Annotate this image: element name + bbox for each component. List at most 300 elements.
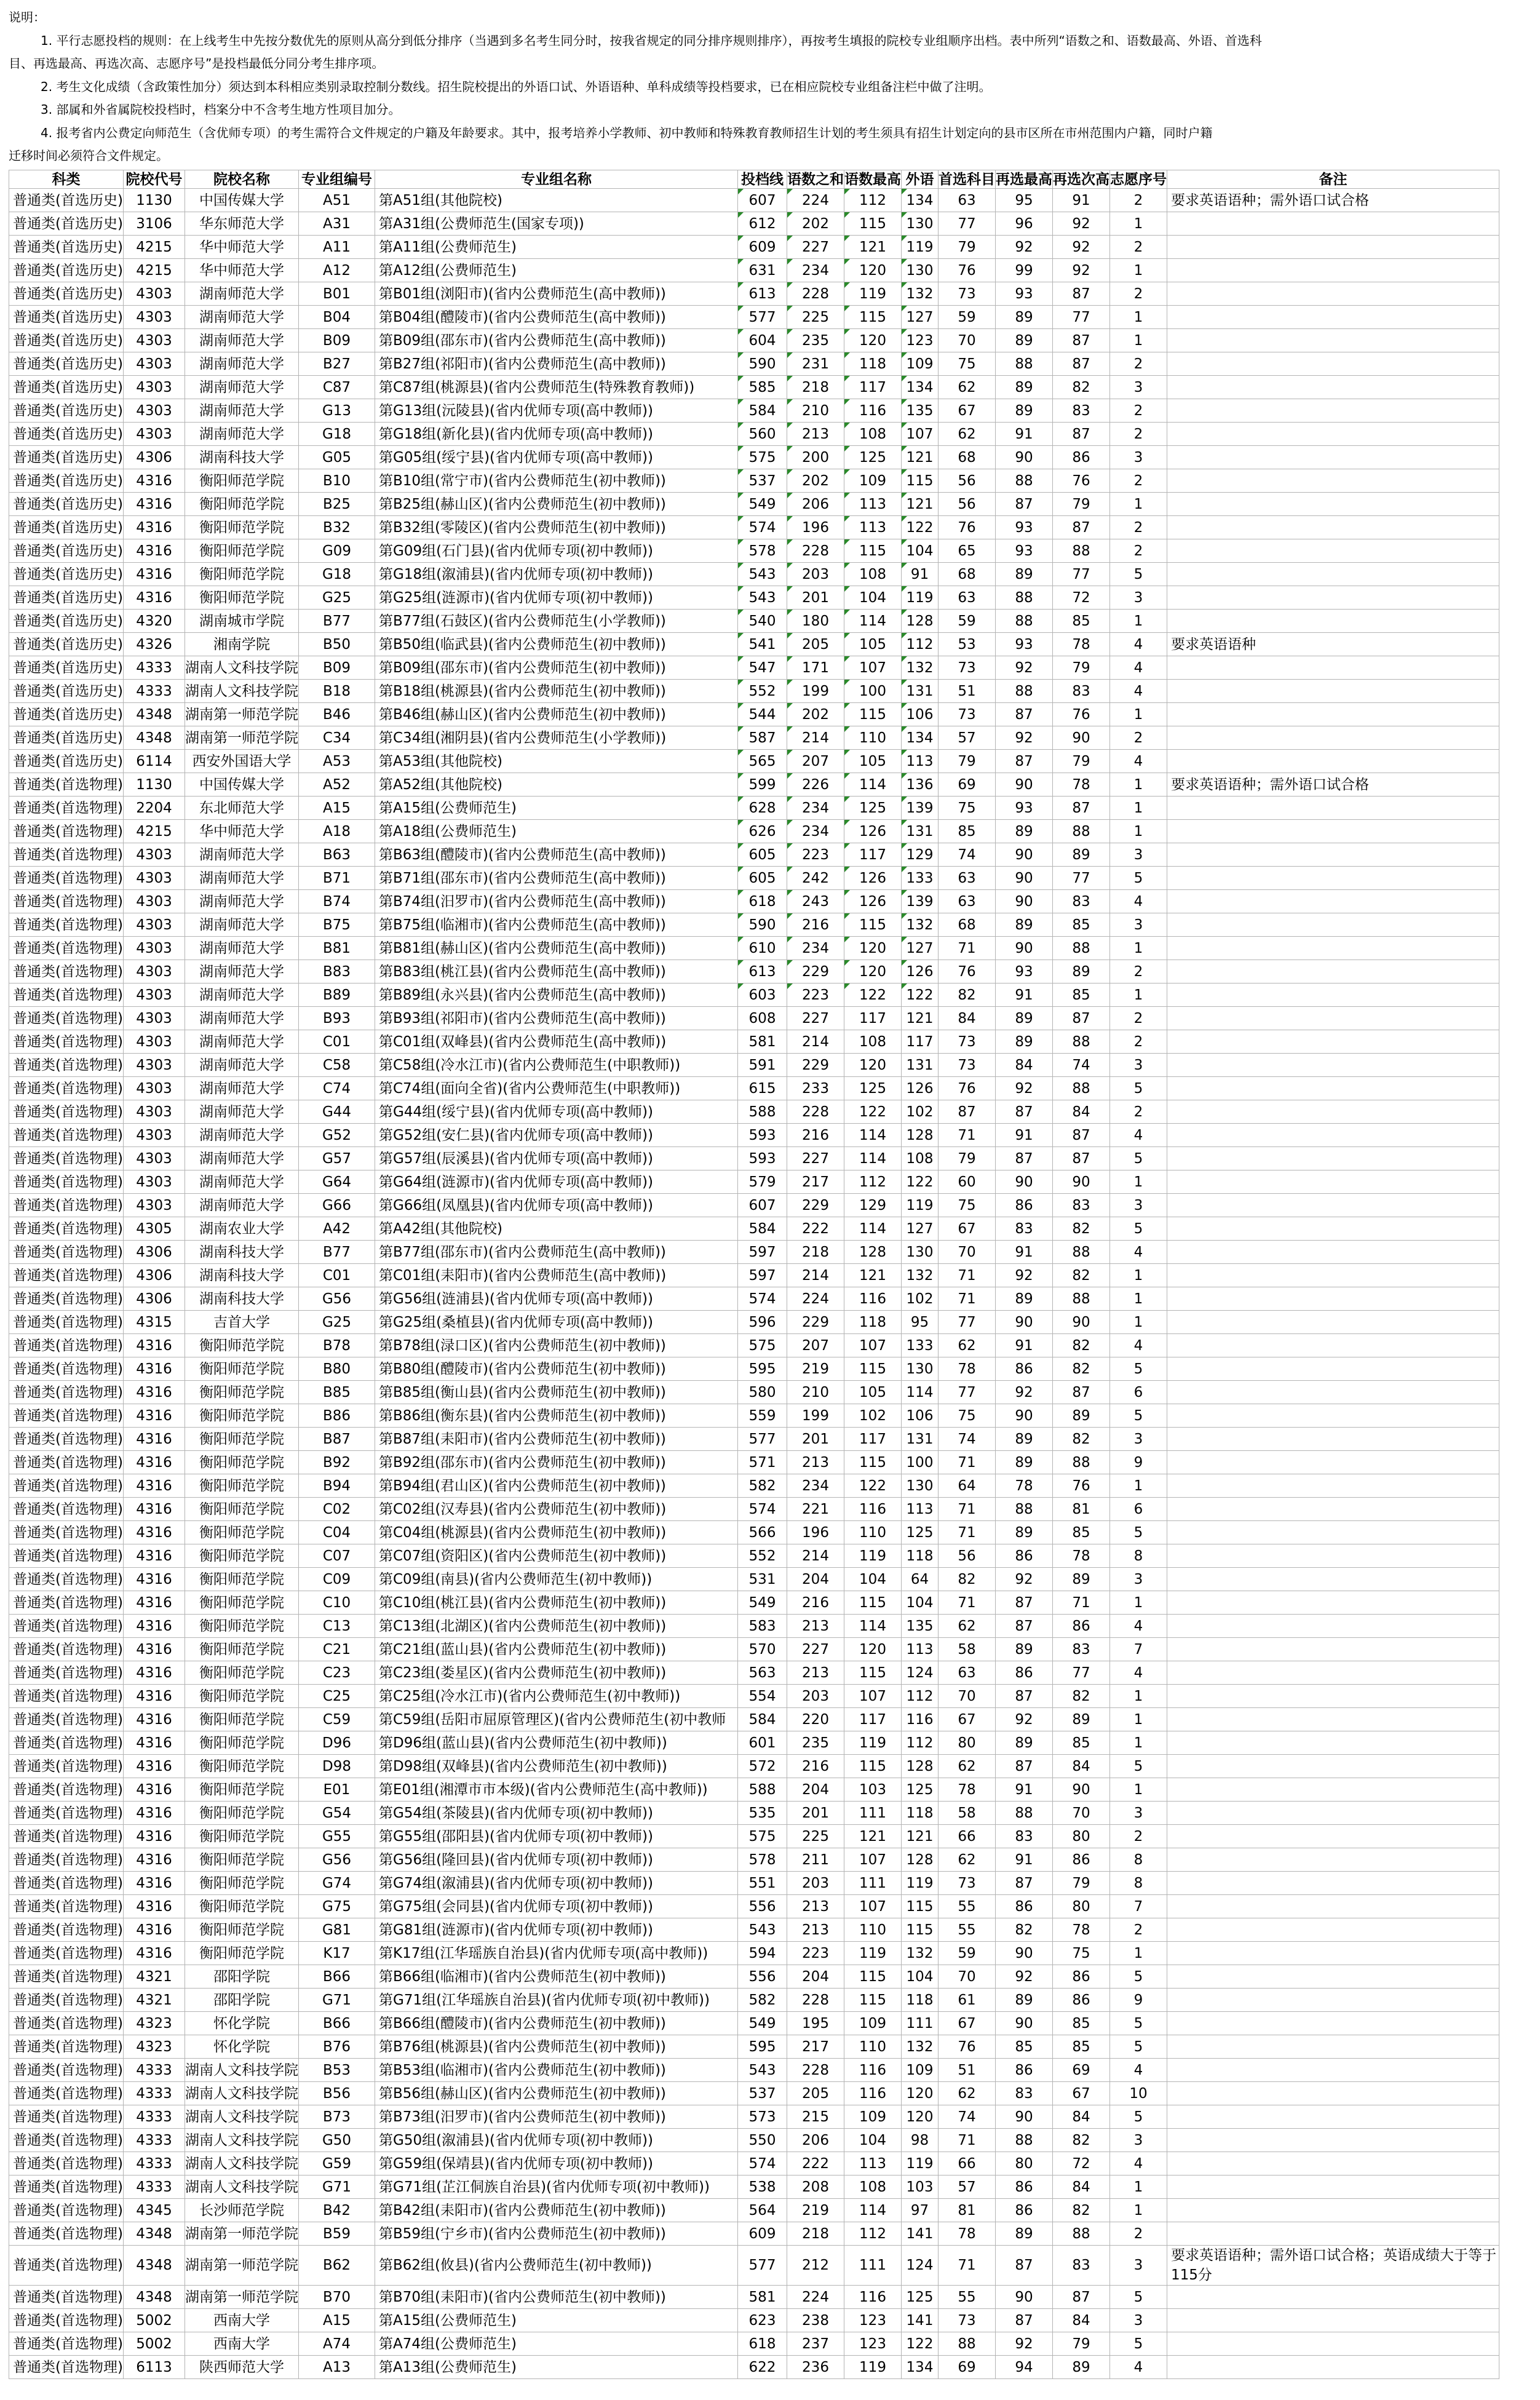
table-cell: 1	[1110, 610, 1167, 633]
table-cell: B78	[299, 1334, 375, 1357]
table-cell: 115	[844, 212, 902, 236]
table-cell: 2	[1110, 1100, 1167, 1124]
note-2: 2. 考生文化成绩（含政策性加分）须达到本科相应类别录取控制分数线。招生院校提出的外语口试、外语语种、单科成绩等投档要求，已在相应院校专业组备注栏中做了注明。	[41, 79, 991, 94]
table-cell: 4316	[124, 1544, 185, 1568]
table-cell: 73	[939, 282, 996, 306]
table-cell: 89	[996, 329, 1053, 352]
table-cell: 108	[844, 2175, 902, 2199]
table-cell	[1167, 1054, 1499, 1077]
table-cell: 108	[844, 423, 902, 446]
table-cell: G52	[299, 1124, 375, 1147]
table-cell: 559	[738, 1404, 787, 1428]
table-cell: 552	[738, 1544, 787, 1568]
table-cell: 1130	[124, 189, 185, 212]
table-cell: 4316	[124, 1848, 185, 1872]
table-cell: 1	[1110, 983, 1167, 1007]
table-cell: 4316	[124, 1404, 185, 1428]
table-cell: 87	[1053, 352, 1110, 376]
table-cell: 125	[844, 446, 902, 469]
table-cell: 111	[844, 1872, 902, 1895]
table-cell: 湖南师范大学	[185, 867, 299, 890]
table-cell: A18	[299, 820, 375, 843]
table-row	[9, 1264, 1499, 1287]
table-cell: 4348	[124, 2286, 185, 2309]
table-cell: 204	[787, 1568, 844, 1591]
table-cell: 223	[787, 983, 844, 1007]
table-cell	[1167, 2222, 1499, 2246]
table-row	[9, 1428, 1499, 1451]
table-cell: 551	[738, 1872, 787, 1895]
table-cell: 130	[902, 1474, 939, 1498]
table-cell: 75	[1053, 1942, 1110, 1965]
table-cell: 71	[939, 1264, 996, 1287]
table-cell: 1	[1110, 1591, 1167, 1615]
table-cell: B89	[299, 983, 375, 1007]
table-row	[9, 1030, 1499, 1054]
table-cell: 114	[844, 2199, 902, 2222]
table-cell: 578	[738, 1848, 787, 1872]
table-row	[9, 2286, 1499, 2309]
table-cell: 225	[787, 1825, 844, 1848]
table-cell: 普通类(首选物理)	[9, 2059, 124, 2082]
table-cell: 73	[939, 2309, 996, 2332]
table-cell: 133	[902, 867, 939, 890]
table-cell: 2	[1110, 960, 1167, 983]
table-cell: 普通类(首选历史)	[9, 680, 124, 703]
table-cell: 79	[1053, 750, 1110, 773]
table-cell: 普通类(首选物理)	[9, 1872, 124, 1895]
table-cell: B92	[299, 1451, 375, 1474]
table-cell: B80	[299, 1357, 375, 1381]
table-cell: 衡阳师范学院	[185, 1521, 299, 1544]
table-cell: 215	[787, 2105, 844, 2129]
table-cell: 4306	[124, 1287, 185, 1311]
table-cell: 127	[902, 306, 939, 329]
table-cell: 55	[939, 1895, 996, 1918]
table-cell: 119	[844, 1544, 902, 1568]
table-cell: 4303	[124, 867, 185, 890]
table-cell: 西南大学	[185, 2309, 299, 2332]
table-cell: 衡阳师范学院	[185, 1802, 299, 1825]
table-cell: 87	[1053, 797, 1110, 820]
table-cell: 5	[1110, 1521, 1167, 1544]
table-cell: 82	[939, 983, 996, 1007]
table-cell: 82	[1053, 1264, 1110, 1287]
table-cell: C21	[299, 1638, 375, 1661]
table-cell: 湖南第一师范学院	[185, 726, 299, 750]
table-row	[9, 493, 1499, 516]
table-row	[9, 376, 1499, 399]
table-cell: 63	[939, 586, 996, 610]
table-cell: 126	[902, 960, 939, 983]
table-cell: 10	[1110, 2082, 1167, 2105]
table-cell: 84	[1053, 1100, 1110, 1124]
table-row	[9, 890, 1499, 913]
table-cell: 78	[1053, 1918, 1110, 1942]
table-cell: 1	[1110, 1731, 1167, 1755]
table-cell: 衡阳师范学院	[185, 1895, 299, 1918]
table-cell: 衡阳师范学院	[185, 1731, 299, 1755]
table-cell: 4333	[124, 2129, 185, 2152]
table-cell: 5	[1110, 1357, 1167, 1381]
table-cell: 68	[939, 913, 996, 937]
table-cell: 89	[1053, 960, 1110, 983]
table-cell: 88	[1053, 2222, 1110, 2246]
table-cell: 95	[902, 1311, 939, 1334]
table-cell: 第C02组(汉寿县)(省内公费师范生(初中教师))	[375, 1498, 738, 1521]
column-header: 院校名称	[185, 170, 299, 189]
table-cell: 554	[738, 1685, 787, 1708]
table-cell: 4316	[124, 1918, 185, 1942]
table-cell: B42	[299, 2199, 375, 2222]
table-cell: 88	[1053, 1030, 1110, 1054]
table-cell: 3	[1110, 2309, 1167, 2332]
table-cell: 4316	[124, 1521, 185, 1544]
table-cell: 普通类(首选历史)	[9, 493, 124, 516]
table-cell: 第C21组(蓝山县)(省内公费师范生(初中教师))	[375, 1638, 738, 1661]
table-cell: 82	[1053, 1217, 1110, 1241]
table-cell: 78	[939, 1357, 996, 1381]
table-cell: 122	[902, 983, 939, 1007]
table-cell: 125	[902, 1778, 939, 1802]
table-cell: 199	[787, 680, 844, 703]
table-cell: 普通类(首选物理)	[9, 1030, 124, 1054]
table-cell: 普通类(首选物理)	[9, 1895, 124, 1918]
table-cell: 89	[1053, 2356, 1110, 2379]
table-cell: 普通类(首选物理)	[9, 1661, 124, 1685]
table-cell: 第G74组(溆浦县)(省内优师专项(初中教师))	[375, 1872, 738, 1895]
table-cell: B27	[299, 352, 375, 376]
table-cell: 湖南师范大学	[185, 960, 299, 983]
table-cell: 71	[939, 2246, 996, 2286]
table-cell: 201	[787, 586, 844, 610]
table-cell: 107	[844, 1685, 902, 1708]
table-cell: 609	[738, 2222, 787, 2246]
table-cell: 577	[738, 2246, 787, 2286]
table-cell: 99	[996, 259, 1053, 282]
table-cell: 第B63组(醴陵市)(省内公费师范生(高中教师))	[375, 843, 738, 867]
table-cell: 599	[738, 773, 787, 797]
table-row	[9, 960, 1499, 983]
table-cell: 121	[902, 493, 939, 516]
table-cell: 70	[939, 1241, 996, 1264]
table-cell	[1167, 329, 1499, 352]
table-cell: 105	[844, 750, 902, 773]
table-cell: B71	[299, 867, 375, 890]
table-cell: 普通类(首选历史)	[9, 656, 124, 680]
table-cell: 109	[902, 352, 939, 376]
table-cell: 衡阳师范学院	[185, 1615, 299, 1638]
table-row	[9, 1194, 1499, 1217]
table-cell: 91	[996, 983, 1053, 1007]
table-row	[9, 1685, 1499, 1708]
table-cell: 53	[939, 633, 996, 656]
table-cell	[1167, 1451, 1499, 1474]
table-cell: 86	[1053, 1615, 1110, 1638]
table-cell: 122	[844, 1474, 902, 1498]
table-row	[9, 1965, 1499, 1989]
table-cell: 4316	[124, 1428, 185, 1451]
table-cell: 211	[787, 1848, 844, 1872]
table-cell: 4321	[124, 1989, 185, 2012]
table-cell: 83	[1053, 680, 1110, 703]
table-cell: 4303	[124, 983, 185, 1007]
table-cell: 湖南师范大学	[185, 843, 299, 867]
column-header: 院校代号	[124, 170, 185, 189]
table-cell	[1167, 1872, 1499, 1895]
table-cell: 119	[844, 1731, 902, 1755]
table-cell: 第C09组(南县)(省内公费师范生(初中教师))	[375, 1568, 738, 1591]
table-cell: A12	[299, 259, 375, 282]
table-cell: 56	[939, 493, 996, 516]
table-cell: 4215	[124, 820, 185, 843]
table-cell: 普通类(首选物理)	[9, 1404, 124, 1428]
table-cell: 585	[738, 376, 787, 399]
table-cell: 89	[996, 1638, 1053, 1661]
table-cell: 普通类(首选物理)	[9, 1124, 124, 1147]
table-cell: 2	[1110, 1030, 1167, 1054]
table-cell: 8	[1110, 1848, 1167, 1872]
table-cell	[1167, 1264, 1499, 1287]
table-cell: 120	[844, 259, 902, 282]
table-row	[9, 1077, 1499, 1100]
table-cell: 139	[902, 797, 939, 820]
table-cell: 86	[996, 1661, 1053, 1685]
table-cell: 5	[1110, 2035, 1167, 2059]
table-cell: 91	[902, 563, 939, 586]
table-cell: 5002	[124, 2332, 185, 2356]
table-cell: 612	[738, 212, 787, 236]
table-cell: 92	[1053, 259, 1110, 282]
table-cell: 6	[1110, 1381, 1167, 1404]
table-cell: 5	[1110, 867, 1167, 890]
table-cell: 90	[996, 1311, 1053, 1334]
table-cell: 202	[787, 469, 844, 493]
table-cell: B63	[299, 843, 375, 867]
table-cell: 119	[902, 236, 939, 259]
table-cell: 594	[738, 1942, 787, 1965]
table-cell: 579	[738, 1170, 787, 1194]
table-cell: 79	[1053, 493, 1110, 516]
table-cell: 79	[939, 750, 996, 773]
table-cell: 2	[1110, 236, 1167, 259]
table-cell: 第B66组(临湘市)(省内公费师范生(初中教师))	[375, 1965, 738, 1989]
table-cell: 84	[939, 1007, 996, 1030]
table-cell: 563	[738, 1661, 787, 1685]
table-row	[9, 633, 1499, 656]
table-cell: 普通类(首选物理)	[9, 1334, 124, 1357]
table-cell: 550	[738, 2129, 787, 2152]
table-cell: 549	[738, 2012, 787, 2035]
table-cell: 132	[902, 2035, 939, 2059]
table-cell: 88	[996, 1802, 1053, 1825]
table-cell: B50	[299, 633, 375, 656]
table-cell: 83	[1053, 1638, 1110, 1661]
table-cell: 88	[1053, 539, 1110, 563]
table-cell: 105	[844, 633, 902, 656]
table-cell: 第B81组(赫山区)(省内公费师范生(高中教师))	[375, 937, 738, 960]
table-cell: 湖南师范大学	[185, 423, 299, 446]
table-cell: B32	[299, 516, 375, 539]
table-cell: 124	[902, 1661, 939, 1685]
table-cell: 104	[902, 1965, 939, 1989]
table-cell	[1167, 820, 1499, 843]
table-cell: 119	[844, 1942, 902, 1965]
table-cell: 112	[902, 633, 939, 656]
table-cell	[1167, 446, 1499, 469]
table-cell: 123	[844, 2309, 902, 2332]
table-cell: 222	[787, 2152, 844, 2175]
table-cell: 87	[996, 1755, 1053, 1778]
table-cell: K17	[299, 1942, 375, 1965]
table-cell: 205	[787, 633, 844, 656]
table-cell: 4316	[124, 1381, 185, 1404]
table-cell: 111	[844, 2246, 902, 2286]
table-row	[9, 399, 1499, 423]
table-cell: 4303	[124, 913, 185, 937]
table-cell: 74	[939, 1428, 996, 1451]
table-cell: 114	[844, 1147, 902, 1170]
table-cell: 5	[1110, 1147, 1167, 1170]
table-cell: 112	[902, 1685, 939, 1708]
table-cell	[1167, 1147, 1499, 1170]
table-cell: 111	[902, 2012, 939, 2035]
table-cell: 第B77组(石鼓区)(省内公费师范生(小学教师))	[375, 610, 738, 633]
table-cell: 213	[787, 1615, 844, 1638]
table-cell: 69	[1053, 2059, 1110, 2082]
table-cell: 94	[996, 2356, 1053, 2379]
table-cell: 第G13组(沅陵县)(省内优师专项(高中教师))	[375, 399, 738, 423]
table-cell	[1167, 843, 1499, 867]
table-cell: 普通类(首选物理)	[9, 1217, 124, 1241]
table-cell: 123	[844, 2332, 902, 2356]
table-cell: 206	[787, 2129, 844, 2152]
table-row	[9, 820, 1499, 843]
table-cell: 91	[996, 1241, 1053, 1264]
table-cell: 第B83组(桃江县)(省内公费师范生(高中教师))	[375, 960, 738, 983]
table-cell: 89	[996, 1731, 1053, 1755]
table-cell: 88	[1053, 1241, 1110, 1264]
table-cell: 214	[787, 1544, 844, 1568]
table-cell: 85	[939, 820, 996, 843]
table-cell: 219	[787, 1357, 844, 1381]
table-cell	[1167, 376, 1499, 399]
table-cell: 80	[1053, 1825, 1110, 1848]
table-cell: 88	[996, 680, 1053, 703]
table-cell: 86	[996, 1194, 1053, 1217]
table-cell: 3	[1110, 586, 1167, 610]
table-cell: B85	[299, 1381, 375, 1404]
table-cell: 71	[939, 1287, 996, 1311]
table-cell: 4303	[124, 890, 185, 913]
table-cell: 109	[844, 2105, 902, 2129]
table-row	[9, 1778, 1499, 1802]
table-cell: 普通类(首选物理)	[9, 2199, 124, 2222]
table-cell: 普通类(首选物理)	[9, 1241, 124, 1264]
table-cell: B76	[299, 2035, 375, 2059]
table-cell: 89	[996, 1030, 1053, 1054]
table-row	[9, 2199, 1499, 2222]
table-cell: 怀化学院	[185, 2012, 299, 2035]
table-cell: 118	[844, 352, 902, 376]
table-cell: 235	[787, 1731, 844, 1755]
table-cell: 3	[1110, 843, 1167, 867]
table-cell: 593	[738, 1147, 787, 1170]
table-cell: 242	[787, 867, 844, 890]
table-cell: 79	[1053, 656, 1110, 680]
table-cell: 83	[1053, 399, 1110, 423]
table-cell: D98	[299, 1755, 375, 1778]
table-cell: 湖南人文科技学院	[185, 680, 299, 703]
table-cell: 214	[787, 1030, 844, 1054]
table-cell: 67	[939, 1708, 996, 1731]
table-cell: 87	[1053, 516, 1110, 539]
table-cell: 224	[787, 1287, 844, 1311]
table-cell: 71	[939, 1498, 996, 1521]
table-cell: 120	[844, 960, 902, 983]
table-row	[9, 2175, 1499, 2199]
table-cell: 582	[738, 1989, 787, 2012]
table-cell	[1167, 1591, 1499, 1615]
table-cell: 第B94组(君山区)(省内公费师范生(初中教师))	[375, 1474, 738, 1498]
table-cell: 5	[1110, 563, 1167, 586]
table-cell: 62	[939, 1334, 996, 1357]
table-cell: 普通类(首选物理)	[9, 1568, 124, 1591]
table-cell: 普通类(首选物理)	[9, 1825, 124, 1848]
table-cell: 4316	[124, 1357, 185, 1381]
table-cell: 199	[787, 1404, 844, 1428]
table-cell: G59	[299, 2152, 375, 2175]
table-cell: 89	[996, 399, 1053, 423]
table-row	[9, 2105, 1499, 2129]
table-cell: 第B74组(汨罗市)(省内公费师范生(高中教师))	[375, 890, 738, 913]
table-cell: 90	[996, 773, 1053, 797]
table-cell: 552	[738, 680, 787, 703]
table-cell: 陕西师范大学	[185, 2356, 299, 2379]
table-cell: 62	[939, 1848, 996, 1872]
table-cell: 湖南第一师范学院	[185, 2222, 299, 2246]
table-cell: G05	[299, 446, 375, 469]
table-cell: 541	[738, 633, 787, 656]
table-cell: 第A31组(公费师范生(国家专项))	[375, 212, 738, 236]
table-cell: 83	[1053, 2246, 1110, 2286]
table-cell: 衡阳师范学院	[185, 1708, 299, 1731]
table-cell: 要求英语语种；需外语口试合格	[1167, 189, 1499, 212]
table-cell: 第C25组(冷水江市)(省内公费师范生(初中教师))	[375, 1685, 738, 1708]
table-row	[9, 2309, 1499, 2332]
table-row	[9, 1544, 1499, 1568]
table-cell: 湖南师范大学	[185, 352, 299, 376]
table-row	[9, 1731, 1499, 1755]
table-cell: 115	[844, 539, 902, 563]
table-cell: 72	[1053, 2152, 1110, 2175]
table-cell: 85	[1053, 2012, 1110, 2035]
table-cell	[1167, 493, 1499, 516]
table-cell: 116	[902, 1708, 939, 1731]
table-cell: 1	[1110, 493, 1167, 516]
table-cell	[1167, 680, 1499, 703]
table-cell: 4316	[124, 1825, 185, 1848]
table-cell: 202	[787, 703, 844, 726]
table-cell: 82	[1053, 1685, 1110, 1708]
table-cell: 128	[902, 1124, 939, 1147]
table-cell: 76	[939, 2035, 996, 2059]
table-cell: 普通类(首选物理)	[9, 1731, 124, 1755]
table-cell: 第G56组(涟浦县)(省内优师专项(高中教师))	[375, 1287, 738, 1311]
table-cell: 湖南师范大学	[185, 890, 299, 913]
table-cell: 121	[844, 1825, 902, 1848]
table-cell: G74	[299, 1872, 375, 1895]
